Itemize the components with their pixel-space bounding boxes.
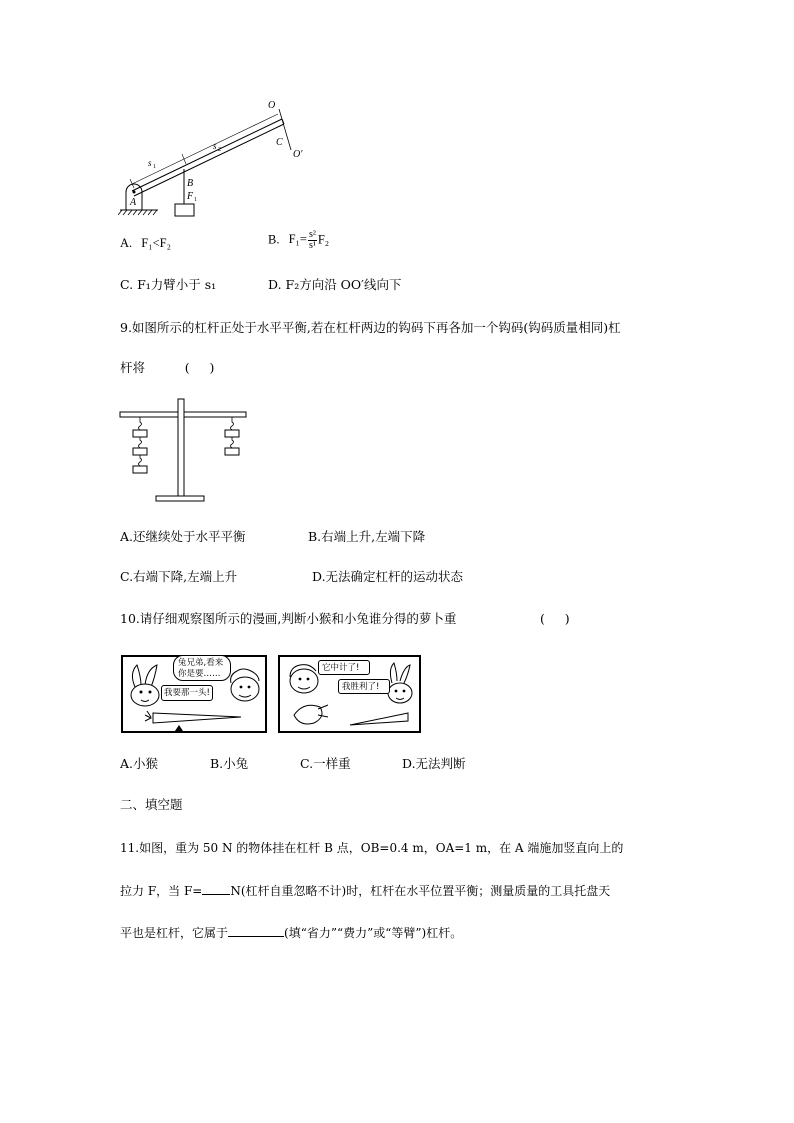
label-s2: s [213,141,217,151]
speech-bubble-monkey-2: 它中计了! [318,660,370,675]
q8-option-b-fraction: $\frac{\text{s²}}{\text{s¹}}$ [308,229,316,251]
q11-line2: 拉力 F，当 F= N(杠杆自重忽略不计)时，杠杆在水平位置平衡；测量质量的工具托盘天 [120,884,611,898]
label-s1-sub: 1 [153,164,156,170]
comic-panel-left [121,655,267,733]
label-A: A [130,197,137,208]
q9-option-d: D.无法确定杠杆的运动状态 [312,569,464,584]
comic-panel-right [278,655,421,733]
q9-option-b: B.右端上升,左端下降 [308,529,426,544]
q10-option-b: B.小兔 [210,756,249,771]
label-O: O [268,100,276,111]
q9-option-c: C.右端下降,左端上升 [120,569,238,584]
label-F1: F [187,191,194,202]
q8-option-d: D. F₂方向沿 OO′线向下 [268,277,402,292]
q11-line1: 11.如图，重为 50 N 的物体挂在杠杆 B 点，OB=0.4 m，OA=1 m，在 A 端施加竖直向上的 [120,841,624,855]
q9-stem-line2: 杆将 ( ) [120,360,215,375]
label-C: C [276,137,283,148]
q11-line3: 平也是杠杆，它属于 (填“省力”“费力”或“等臂”)杠杆。 [120,926,463,940]
q11-blank-force[interactable] [202,882,230,895]
section-title: 二、填空题 [120,797,183,812]
label-s2-sub: 2 [218,147,221,153]
q8-option-b: B. F₁= $\frac{\text{s²}}{\text{s¹}}$ F₂ [268,229,330,251]
label-F1-sub: 1 [194,197,197,203]
q8-option-a: A. F₁<F₂ [120,236,171,250]
speech-bubble-rabbit: 我要那一头! [161,685,213,701]
q10-option-a: A.小猴 [120,756,159,771]
q9-option-a: A.还继续处于水平平衡 [120,529,246,544]
speech-bubble-monkey: 兔兄弟,看来 你是要…… [173,655,231,681]
label-B: B [187,178,194,189]
balance-lever-figure [118,396,258,506]
label-O-prime: O′ [293,149,303,160]
q8-option-c: C. F₁力臂小于 s₁ [120,277,217,292]
q10-option-c: C.一样重 [300,756,351,771]
q11-blank-lever-type[interactable] [228,924,284,937]
label-s1: s [148,158,152,168]
q10-answer-paren: ( ) [540,611,570,626]
speech-bubble-rabbit-2: 我胜利了! [338,679,390,694]
q10-stem: 10.请仔细观察图所示的漫画,判断小猴和小兔谁分得的萝卜重 [120,611,457,626]
q10-option-d: D.无法判断 [402,756,466,771]
q9-stem-line1: 9.如图所示的杠杆正处于水平平衡,若在杠杆两边的钩码下再各加一个钩码(钩码质量相同)杠 [120,320,621,335]
lever-incline-figure [118,92,318,222]
